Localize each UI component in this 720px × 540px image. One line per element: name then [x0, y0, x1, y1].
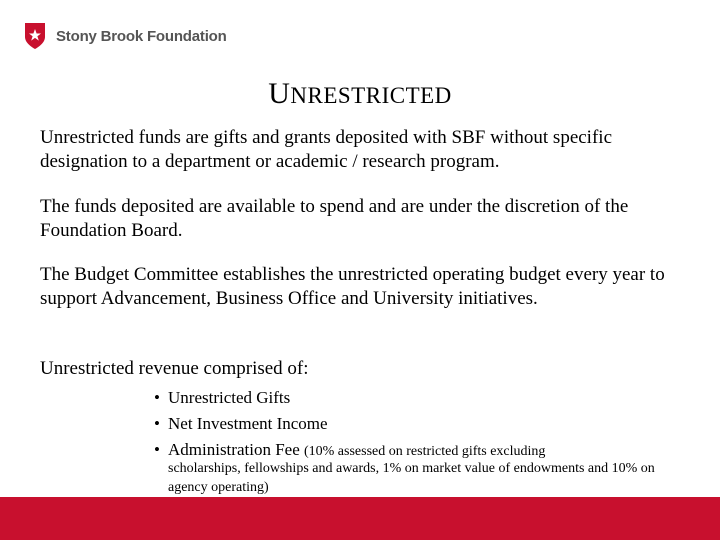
bullet-icon: • [154, 388, 160, 407]
list-item [156, 411, 686, 437]
header-logo [24, 20, 227, 52]
paragraph-definition: Unrestricted funds are gifts and grants deposited with SBF without specific designation to a department or academic / research program. [40, 127, 613, 172]
shield-star-icon [24, 22, 46, 50]
bullet-icon: • [154, 440, 160, 459]
slide-title [0, 76, 720, 114]
title-initial: U [268, 77, 291, 110]
title-rest: NRESTRICTED [290, 83, 452, 108]
revenue-bullet-list [156, 385, 686, 465]
brand-name: Stony Brook Foundation [56, 27, 227, 45]
footer-bar [0, 497, 720, 540]
bullet-text: Unrestricted Gifts [168, 388, 291, 407]
list-item [156, 385, 686, 411]
bullet-text: Administration Fee [168, 440, 300, 459]
admin-fee-note-continued: scholarships, fellowships and awards, 1% on market value of endowments and 10% on agency operating) [168, 461, 655, 495]
bullet-text: Net Investment Income [168, 414, 328, 433]
bullet-icon: • [154, 414, 160, 433]
paragraph-revenue-intro: Unrestricted revenue comprised of: [40, 358, 309, 379]
paragraph-budget-committee: The Budget Committee establishes the unrestricted operating budget every year to support Advancement, Business Office and University initiatives. [40, 264, 665, 309]
paragraph-availability: The funds deposited are available to spend and are under the discretion of the Foundation Board. [40, 196, 629, 241]
admin-fee-note: (10% assessed on restricted gifts excluding [303, 444, 546, 459]
